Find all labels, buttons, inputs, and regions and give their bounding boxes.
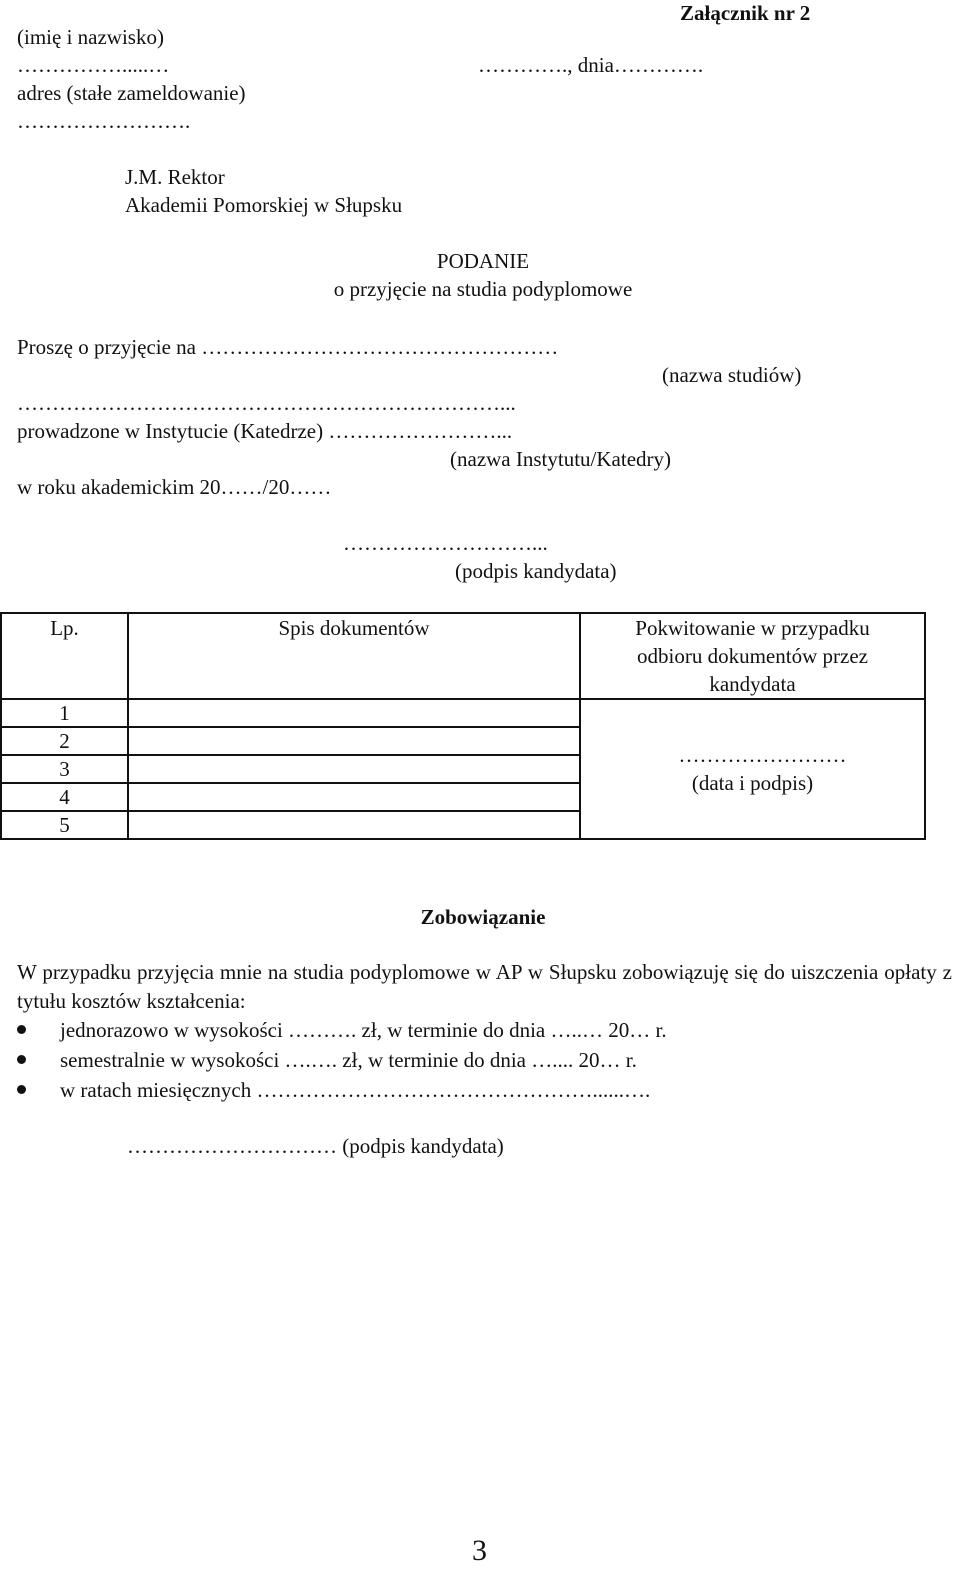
- document-cell: [128, 755, 580, 783]
- obligation-title: Zobowiązanie: [420, 905, 546, 929]
- recipient-line-2: Akademii Pomorskiej w Słupsku: [125, 193, 403, 217]
- list-item: [0, 1045, 667, 1075]
- obligation-signature: ………………………… (podpis kandydata): [127, 1134, 504, 1158]
- documents-table: [0, 612, 926, 840]
- attachment-label: Załącznik nr 2: [680, 1, 811, 25]
- row-number: 5: [1, 811, 128, 839]
- studies-label: (nazwa studiów): [662, 363, 802, 387]
- signature-dots: ………………………...: [343, 531, 548, 555]
- recipient-line-1: J.M. Rektor: [125, 165, 225, 189]
- list-item: [0, 1015, 667, 1045]
- address-label: adres (stałe zameldowanie): [17, 81, 246, 105]
- receipt-header-line-2: odbioru dokumentów przez: [637, 644, 868, 668]
- document-cell: [128, 727, 580, 755]
- document-cell: [128, 783, 580, 811]
- receipt-label: (data i podpis): [691, 771, 814, 795]
- table-header-row: [1, 613, 925, 699]
- lp-header: [1, 613, 128, 699]
- studies-dots: ……………………………………………………………...: [17, 391, 516, 415]
- receipt-cell: [580, 699, 925, 839]
- document-subtitle: o przyjęcie na studia podyplomowe: [333, 277, 633, 301]
- signature-label: (podpis kandydata): [455, 559, 617, 583]
- table-row: [1, 699, 925, 727]
- document-cell: [128, 811, 580, 839]
- row-number: 4: [1, 783, 128, 811]
- lp-header-text: Lp.: [50, 616, 79, 640]
- receipt-header-line-1: Pokwitowanie w przypadku: [635, 616, 870, 640]
- row-number: 3: [1, 755, 128, 783]
- row-number: 1: [1, 699, 128, 727]
- list-item: [0, 1075, 667, 1105]
- bullet-icon: [17, 1025, 26, 1034]
- address-dots: …………………….: [17, 109, 191, 133]
- document-cell: [128, 699, 580, 727]
- page-number: 3: [472, 1534, 487, 1567]
- payment-option-text: semestralnie w wysokości ….…. zł, w terminie do dnia ….... 20… r.: [60, 1048, 637, 1072]
- payment-options-list: [0, 1015, 667, 1105]
- request-line: Proszę o przyjęcie na ……………………………………………: [17, 335, 559, 359]
- obligation-paragraph: W przypadku przyjęcia mnie na studia podyplomowe w AP w Słupsku zobowiązuję się do uiszczenia opłaty z tytułu kosztów kształcenia:: [17, 960, 952, 1013]
- payment-option-text: w ratach miesięcznych …………………………………………......….: [60, 1078, 651, 1102]
- bullet-icon: [17, 1055, 26, 1064]
- row-number: 2: [1, 727, 128, 755]
- institute-label: (nazwa Instytutu/Katedry): [450, 447, 672, 471]
- spis-header-text: Spis dokumentów: [278, 616, 430, 640]
- spis-header: [128, 613, 580, 699]
- document-title: PODANIE: [436, 249, 530, 273]
- bullet-icon: [17, 1085, 26, 1094]
- receipt-header-line-3: kandydata: [709, 672, 796, 696]
- academic-year-line: w roku akademickim 20……/20……: [17, 475, 332, 499]
- receipt-header: [580, 613, 925, 699]
- payment-option-text: jednorazowo w wysokości ………. zł, w terminie do dnia …..… 20… r.: [60, 1018, 667, 1042]
- name-dots: …………….....…: [17, 53, 170, 77]
- institute-line: prowadzone w Instytucie (Katedrze) ……………………...: [17, 419, 513, 443]
- receipt-dots: ……………………: [678, 743, 847, 767]
- name-label: (imię i nazwisko): [17, 25, 164, 49]
- place-date: …………., dnia………….: [478, 53, 704, 77]
